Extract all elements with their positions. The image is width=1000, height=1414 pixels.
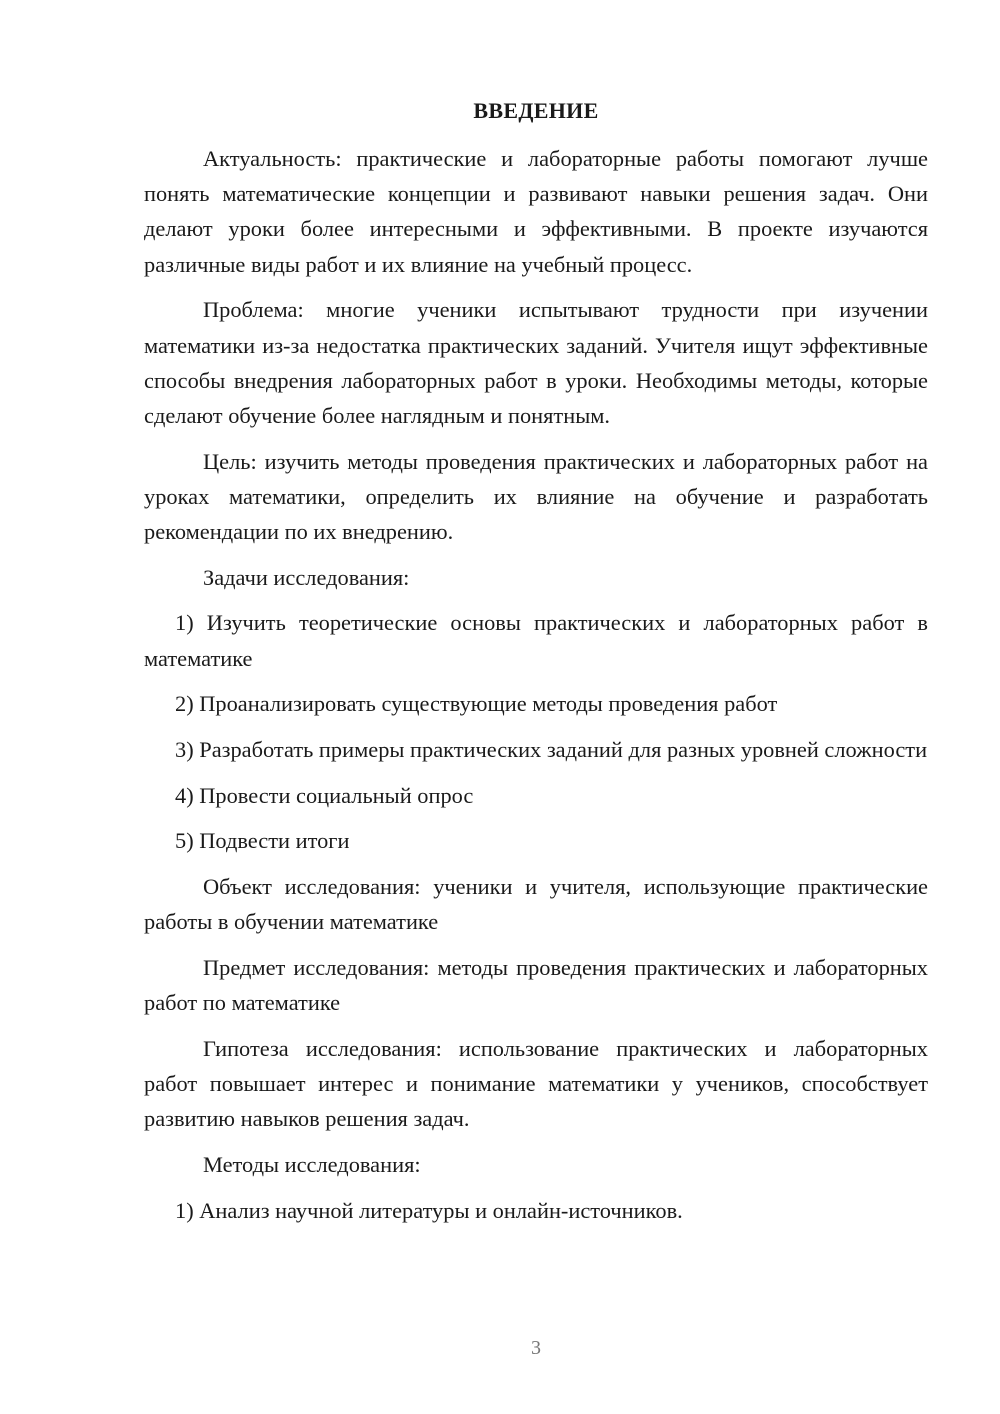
page-number: 3 xyxy=(531,1337,541,1359)
page-title: ВВЕДЕНИЕ xyxy=(473,98,599,123)
paragraph-methods-heading: Методы исследования: xyxy=(203,1152,421,1178)
list-item-task-3: 3) Разработать примеры практических заданий для разных уровней сложности xyxy=(175,737,928,763)
paragraph-hypothesis: Гипотеза исследования: использование практических и лабораторных работ повышает интерес и понимание математики у учеников, способствует развитию навыков решения задач. xyxy=(144,1035,928,1132)
list-item-task-5: 5) Подвести итоги xyxy=(175,828,350,854)
document-page xyxy=(144,0,928,1414)
list-item-task-1: 1) Изучить теоретические основы практических и лабораторных работ в математике xyxy=(144,610,928,671)
paragraph-object: Объект исследования: ученики и учителя, использующие практические работы в обучении математике xyxy=(144,874,928,935)
paragraph-relevance: Актуальность: практические и лабораторные работы помогают лучше понять математические концепции и развивают навыки решения задач. Они делают уроки более интересными и эффективными. В проекте изучаются различные виды работ и их влияние на учебный процесс. xyxy=(144,146,928,277)
list-item-task-4: 4) Провести социальный опрос xyxy=(175,782,474,808)
paragraph-problem: Проблема: многие ученики испытывают трудности при изучении математики из-за недостатка практических заданий. Учителя ищут эффективные способы внедрения лабораторных работ в уроки. Необходимы методы, которые сделают обучение более наглядным и понятным. xyxy=(144,297,928,428)
document-body xyxy=(144,141,928,1238)
list-item-method-1: 1) Анализ научной литературы и онлайн-источников. xyxy=(175,1197,683,1223)
paragraph-subject: Предмет исследования: методы проведения практических и лабораторных работ по математике xyxy=(144,955,928,1016)
paragraph-tasks-heading: Задачи исследования: xyxy=(203,564,410,590)
paragraph-goal: Цель: изучить методы проведения практических и лабораторных работ на уроках математики, определить их влияние на обучение и разработать рекомендации по их внедрению. xyxy=(144,448,928,545)
list-item-task-2: 2) Проанализировать существующие методы проведения работ xyxy=(175,691,778,717)
